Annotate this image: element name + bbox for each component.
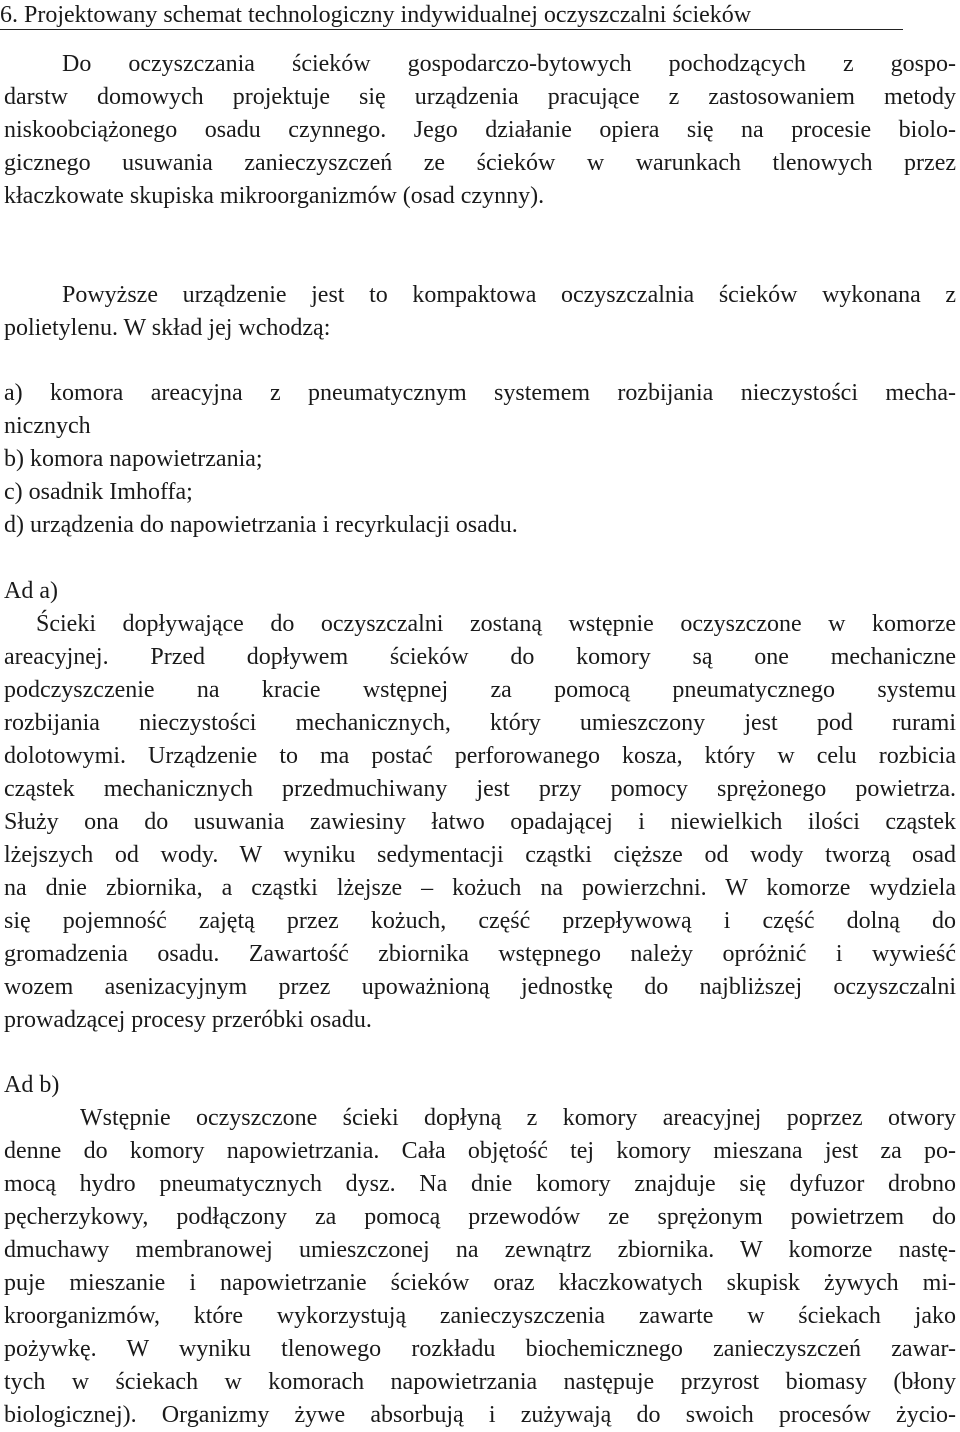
intro-line: darstw domowych projektuje się urządzenia pracujące z zastosowaniem metody xyxy=(4,84,956,110)
section-a-line: gromadzenia osadu. Zawartość zbiornika wstępnego należy opróżnić i wywieść xyxy=(4,941,956,967)
composition-line: polietylenu. W skład jej wchodzą: xyxy=(4,315,331,341)
list-item: b) komora napowietrzania; xyxy=(4,446,263,472)
section-b-line: kroorganizmów, które wykorzystują zanieczyszczenia zawarte w ściekach jako xyxy=(4,1303,956,1329)
section-a-line: na dnie zbiornika, a cząstki lżejsze – kożuch na powierzchni. W komorze wydziela xyxy=(4,875,956,901)
section-a-line: wozem asenizacyjnym przez upoważnioną jednostkę do najbliższej oczyszczalni xyxy=(4,974,956,1000)
list-item: a) komora areacyjna z pneumatycznym systemem rozbijania nieczystości mecha- xyxy=(4,380,956,406)
heading-underline xyxy=(0,29,903,30)
section-b-line: Wstępnie oczyszczone ścieki dopłyną z komory areacyjnej poprzez otwory xyxy=(80,1105,956,1131)
section-a-line: areacyjnej. Przed dopływem ścieków do komory są one mechaniczne xyxy=(4,644,956,670)
composition-line: Powyższe urządzenie jest to kompaktowa oczyszczalnia ścieków wykonana z xyxy=(62,282,956,308)
intro-line: Do oczyszczania ścieków gospodarczo-bytowych pochodzących z gospo- xyxy=(62,51,956,77)
intro-line: kłaczkowate skupiska mikroorganizmów (osad czynny). xyxy=(4,183,545,209)
section-a-line: cząstek mechanicznych przedmuchiwany jest przy pomocy sprężonego powietrza. xyxy=(4,776,956,802)
section-b-line: dmuchawy membranowej umieszczonej na zewnątrz zbiornika. W komorze nastę- xyxy=(4,1237,956,1263)
section-b-label: Ad b) xyxy=(4,1072,60,1098)
section-a-line: lżejszych od wody. W wyniku sedymentacji cząstki cięższe od wody tworzą osad xyxy=(4,842,956,868)
section-b-line: biologicznej). Organizmy żywe absorbują i zużywają do swoich procesów życio- xyxy=(4,1402,956,1428)
list-item: c) osadnik Imhoffa; xyxy=(4,479,193,505)
section-a-line: podczyszczenie na kracie wstępnej za pomocą pneumatycznego systemu xyxy=(4,677,956,703)
section-a-line: się pojemność zajętą przez kożuch, część przepływową i część dolną do xyxy=(4,908,956,934)
intro-line: niskoobciążonego osadu czynnego. Jego działanie opiera się na procesie biolo- xyxy=(4,117,956,143)
section-b-line: tych w ściekach w komorach napowietrzania następuje przyrost biomasy (błony xyxy=(4,1369,956,1395)
section-a-line: rozbijania nieczystości mechanicznych, który umieszczony jest pod rurami xyxy=(4,710,956,736)
section-b-line: mocą hydro pneumatycznych dysz. Na dnie komory znajduje się dyfuzor drobno xyxy=(4,1171,956,1197)
section-b-line: puje mieszanie i napowietrzanie ścieków oraz kłaczkowatych skupisk żywych mi- xyxy=(4,1270,956,1296)
section-a-line: dolotowymi. Urządzenie to ma postać perforowanego kosza, który w celu rozbicia xyxy=(4,743,956,769)
section-a-line: prowadzącej procesy przeróbki osadu. xyxy=(4,1007,372,1033)
section-a-line: Służy ona do usuwania zawiesiny łatwo opadającej i niewielkich ilości cząstek xyxy=(4,809,956,835)
section-heading: 6. Projektowany schemat technologiczny indywidualnej oczyszczalni ścieków xyxy=(0,2,752,28)
list-item: d) urządzenia do napowietrzania i recyrkulacji osadu. xyxy=(4,512,518,538)
section-b-line: denne do komory napowietrzania. Cała objętość tej komory mieszana jest za po- xyxy=(4,1138,956,1164)
intro-line: gicznego usuwania zanieczyszczeń ze ścieków w warunkach tlenowych przez xyxy=(4,150,956,176)
section-a-label: Ad a) xyxy=(4,578,58,604)
section-a-line: Ścieki dopływające do oczyszczalni zostaną wstępnie oczyszczone w komorze xyxy=(36,611,956,637)
section-b-line: pożywkę. W wyniku tlenowego rozkładu biochemicznego zanieczyszczeń zawar- xyxy=(4,1336,956,1362)
section-b-line: pęcherzykowy, podłączony za pomocą przewodów ze sprężonym powietrzem do xyxy=(4,1204,956,1230)
list-item: nicznych xyxy=(4,413,91,439)
